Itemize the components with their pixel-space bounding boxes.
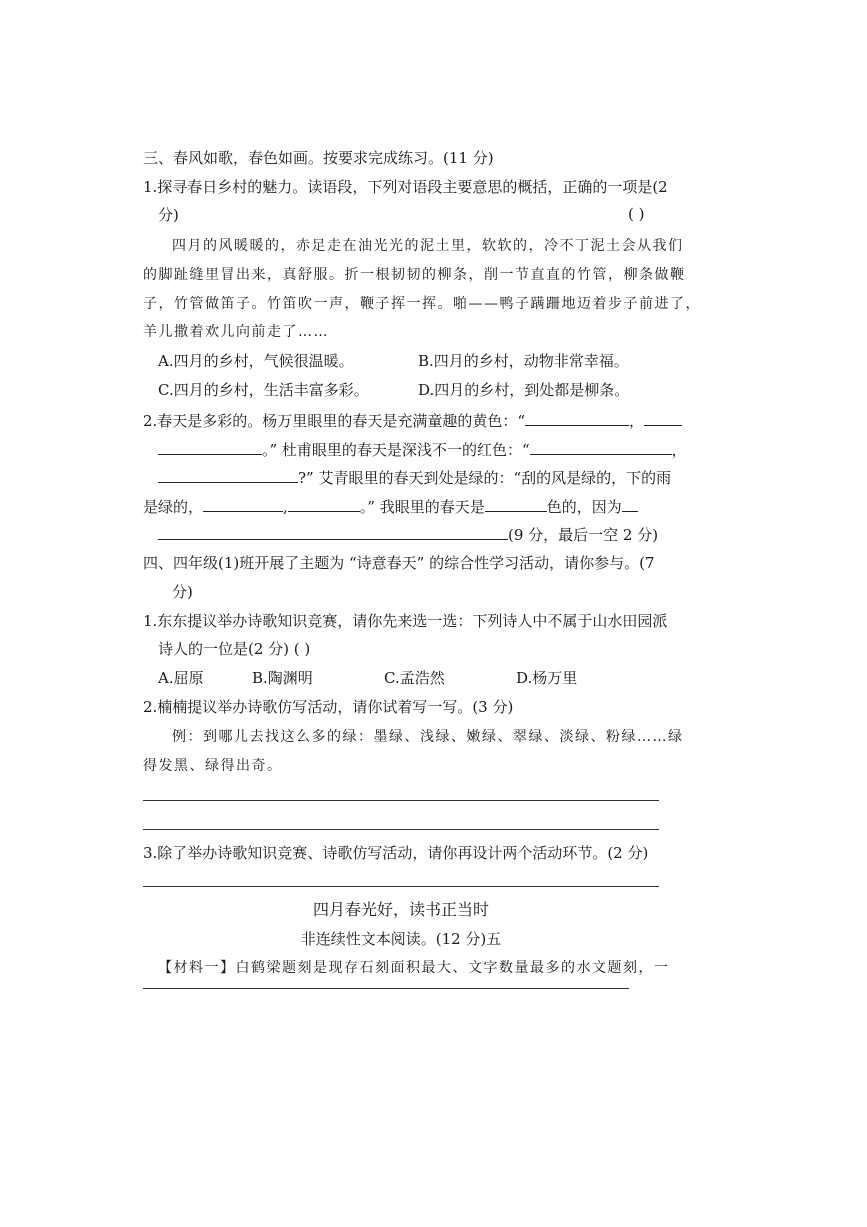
blank-field[interactable]	[158, 467, 298, 483]
blank-field[interactable]	[203, 496, 283, 512]
section-4-title: 四、四年级(1)班开展了主题为 “诗意春天” 的综合性学习活动，请你参与。(7	[143, 554, 655, 572]
option-c[interactable]: C.四月的乡村，生活丰富多彩。	[158, 381, 369, 399]
q3-2-text: 2.春天是多彩的。杨万里眼里的春天是充满童趣的黄色：“	[143, 412, 525, 430]
blank-field[interactable]	[485, 496, 547, 512]
answer-line[interactable]	[143, 886, 659, 887]
q3-2-text: 。” 杜甫眼里的春天是深浅不一的红色：“	[262, 441, 530, 459]
q3-2-line2	[158, 439, 687, 460]
q4-1-line2: 诗人的一位是(2 分) ( )	[158, 640, 311, 658]
comma: ，	[671, 441, 687, 459]
reading-heading: 四月春光好，读书正当时	[312, 900, 489, 919]
option-a[interactable]: A.四月的乡村，气候很温暖。	[158, 352, 354, 370]
option-a[interactable]: A.屈原	[158, 669, 204, 687]
blank-field[interactable]	[288, 496, 360, 512]
answer-paren[interactable]: ( )	[628, 205, 645, 223]
q4-2-text: 2.楠楠提议举办诗歌仿写活动，请你试着写一写。(3 分)	[143, 698, 514, 716]
example-line: 例：到哪儿去找这么多的绿：墨绿、浅绿、嫩绿、翠绿、淡绿、粉绿……绿	[172, 729, 684, 745]
q3-2-line4	[143, 496, 638, 517]
section-3-title: 三、春风如歌，春色如画。按要求完成练习。(11 分)	[143, 149, 494, 167]
q3-2-line5	[158, 524, 658, 545]
material-1-text: 【材料一】白鹤梁题刻是现存石刻面积最大、文字数量最多的水文题刻，一	[158, 960, 670, 976]
q3-1-line1: 1.探寻春日乡村的魅力。读语段，下列对语段主要意思的概括，正确的一项是(2	[143, 178, 668, 196]
passage-line: 子，竹管做笛子。竹笛吹一声，鞭子挥一挥。啪——鸭子蹒跚地迈着步子前进了，	[143, 296, 701, 312]
option-c[interactable]: C.孟浩然	[384, 669, 445, 687]
blank-field[interactable]	[622, 496, 638, 512]
q4-1-line1: 1.东东提议举办诗歌知识竞赛，请你先来选一选：下列诗人中不属于山水田园派	[143, 612, 668, 630]
passage-line: 四月的风暖暖的，赤足走在油光光的泥土里，软软的，冷不丁泥土会从我们	[172, 238, 684, 254]
comma: ，	[628, 412, 644, 430]
example-line: 得发黑、绿得出奇。	[143, 758, 283, 774]
q3-2-text: 色的，因为	[546, 498, 622, 516]
blank-field[interactable]	[530, 439, 672, 455]
q3-2-line3	[158, 467, 671, 488]
answer-line[interactable]	[143, 800, 659, 801]
comma: ,	[283, 498, 288, 516]
score-note: (9 分，最后一空 2 分)	[508, 526, 659, 544]
reading-subheading: 非连续性文本阅读。(12 分)五	[300, 930, 502, 948]
option-d[interactable]: D.四月的乡村，到处都是柳条。	[418, 381, 630, 399]
blank-field[interactable]	[644, 410, 682, 426]
q3-2-text: 是绿的，	[143, 498, 204, 516]
divider	[143, 988, 629, 989]
blank-field[interactable]	[525, 410, 629, 426]
q3-2-text: 。” 我眼里的春天是	[359, 498, 485, 516]
passage-line: 羊儿撒着欢儿向前走了……	[143, 324, 329, 340]
passage-line: 的脚趾缝里冒出来，真舒服。折一根韧韧的柳条，削一节直直的竹管，柳条做鞭	[143, 267, 686, 283]
blank-field[interactable]	[158, 524, 508, 540]
blank-field[interactable]	[158, 439, 262, 455]
option-d[interactable]: D.杨万里	[516, 669, 578, 687]
q3-2-text: ?” 艾青眼里的春天到处是绿的：“刮的风是绿的，下的雨	[298, 469, 672, 487]
q3-2-line1	[143, 410, 682, 431]
option-b[interactable]: B.陶渊明	[252, 669, 313, 687]
q4-3-text: 3.除了举办诗歌知识竞赛、诗歌仿写活动，请你再设计两个活动环节。(2 分)	[143, 844, 649, 862]
q3-1-line2: 分)	[158, 206, 179, 224]
section-4-title-cont: 分)	[172, 583, 193, 601]
answer-line[interactable]	[143, 829, 659, 830]
option-b[interactable]: B.四月的乡村，动物非常幸福。	[418, 352, 629, 370]
